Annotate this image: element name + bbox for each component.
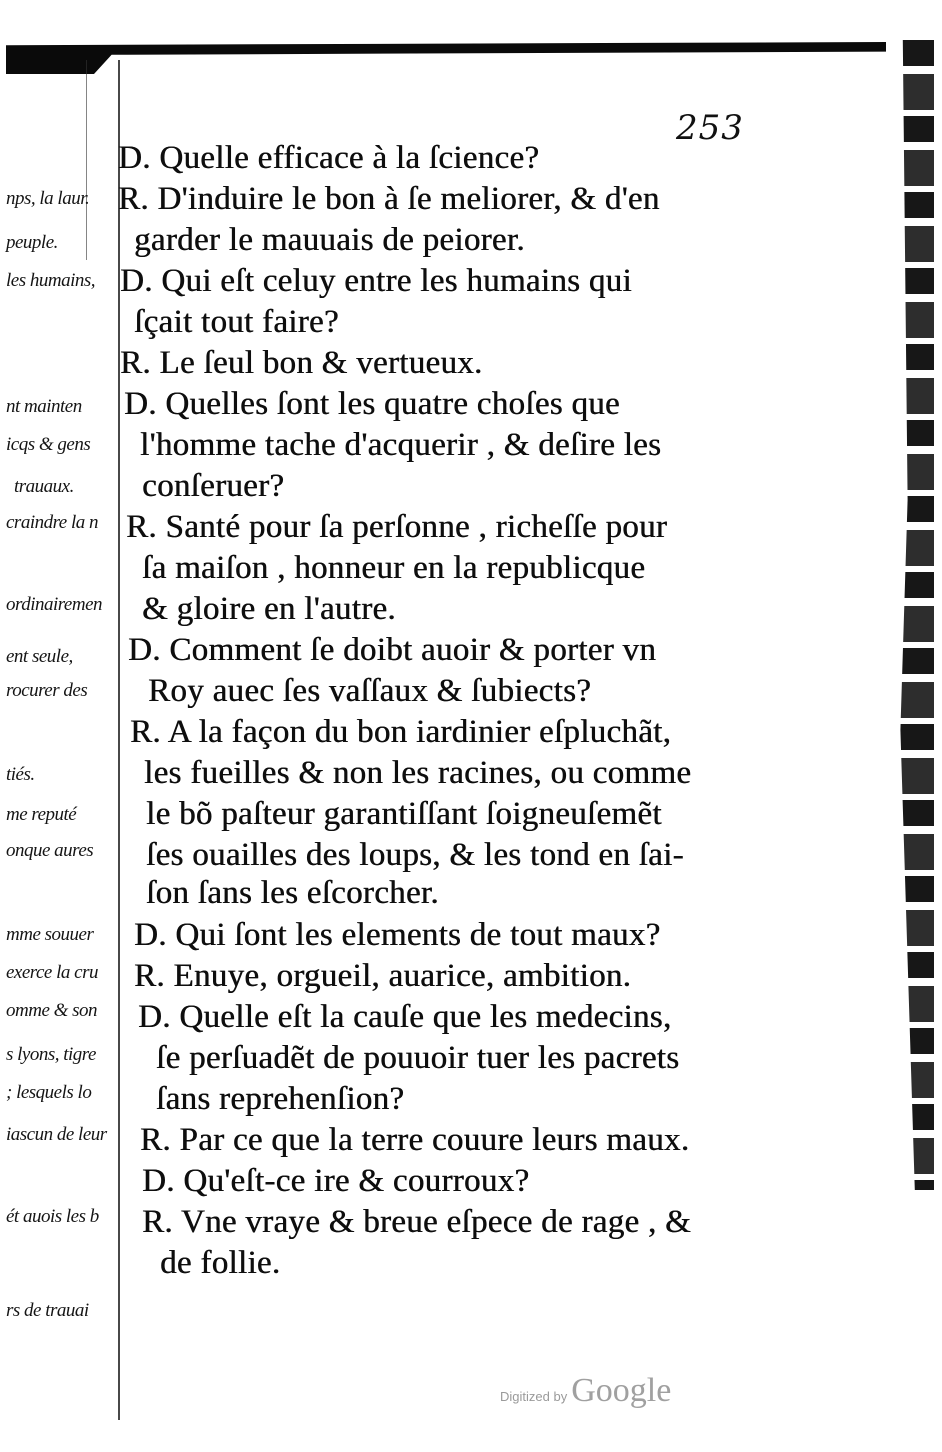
text-line: D. Quelle eſt la cauſe que les medecins, [138, 999, 672, 1035]
text-line: D. Qui ſont les elements de tout maux? [134, 917, 661, 953]
text-line: R. Par ce que la terre couure leurs maux. [140, 1122, 690, 1158]
margin-note: exerce la cru [6, 962, 98, 983]
margin-note: tiés. [6, 764, 35, 785]
binding-gutter-line-secondary [86, 60, 87, 260]
text-line: R. Enuye, orgueil, auarice, ambition. [134, 958, 632, 994]
text-line: ſe perſuadẽt de pouuoir tuer les pacrets [156, 1040, 680, 1076]
margin-note: onque aures [6, 840, 94, 861]
watermark-prefix: Digitized by [500, 1389, 568, 1404]
scan-dark-edge-right [886, 40, 934, 1190]
margin-note: me reputé [6, 804, 77, 825]
margin-note: iascun de leur [6, 1124, 107, 1145]
margin-note: ; lesquels lo [6, 1082, 92, 1103]
margin-note: nps, la laur. [6, 188, 90, 209]
text-line: l'homme tache d'acquerir , & deſire les [140, 427, 662, 463]
digitized-watermark [500, 1372, 671, 1410]
text-line: conſeruer? [142, 468, 285, 504]
text-line: D. Comment ſe doibt auoir & porter vn [128, 632, 657, 668]
text-line: D. Quelles ſont les quatre choſes que [124, 386, 620, 422]
text-line: le bõ paſteur garantiſſant ſoigneuſemẽt [146, 796, 662, 832]
text-line: R. Le ſeul bon & vertueux. [120, 345, 483, 381]
margin-note: craindre la n [6, 512, 99, 533]
text-line: ſans reprehenſion? [156, 1081, 405, 1117]
margin-note: rocurer des [6, 680, 88, 701]
text-line: R. Vne vraye & breue eſpece de rage , & [142, 1204, 691, 1240]
text-line: Roy auec ſes vaſſaux & ſubiects? [148, 673, 592, 709]
text-line: R. A la façon du bon iardinier eſpluchãt, [130, 714, 672, 750]
text-line: ſes ouailles des loups, & les tond en ſai- [146, 837, 684, 873]
margin-note: les humains, [6, 270, 95, 291]
google-logo-text: Google [571, 1372, 672, 1409]
margin-note: mme souuer [6, 924, 94, 945]
margin-note: peuple. [6, 232, 58, 253]
text-line: les fueilles & non les racines, ou comme [144, 755, 692, 791]
text-line: ſon ſans les eſcorcher. [146, 875, 439, 911]
text-line: R. D'induire le bon à ſe meliorer, & d'en [118, 181, 660, 217]
text-line: D. Quelle efficace à la ſcience? [118, 140, 540, 176]
margin-note: rs de trauai [6, 1300, 89, 1321]
text-line: D. Qui eſt celuy entre les humains qui [120, 263, 632, 299]
margin-note: omme & son [6, 1000, 98, 1021]
text-line: ſa maiſon , honneur en la republicque [142, 550, 646, 586]
margin-note: s lyons, tigre [6, 1044, 96, 1065]
margin-note: nt mainten [6, 396, 82, 417]
margin-note: ét auois les b [6, 1206, 99, 1227]
margin-note: trauaux. [14, 476, 74, 497]
page-number: 253 [676, 108, 744, 148]
scan-dark-edge-top [6, 42, 886, 74]
text-line: de follie. [160, 1245, 281, 1281]
text-line: D. Qu'eſt-ce ire & courroux? [142, 1163, 530, 1199]
margin-note: icqs & gens [6, 434, 91, 455]
text-line: garder le mauuais de peiorer. [134, 222, 525, 258]
text-line: & gloire en l'autre. [142, 591, 396, 627]
text-line: ſçait tout faire? [134, 304, 339, 340]
text-line: R. Santé pour ſa perſonne , richeſſe pour [126, 509, 668, 545]
margin-note: ent seule, [6, 646, 73, 667]
margin-note: ordinairemen [6, 594, 103, 615]
